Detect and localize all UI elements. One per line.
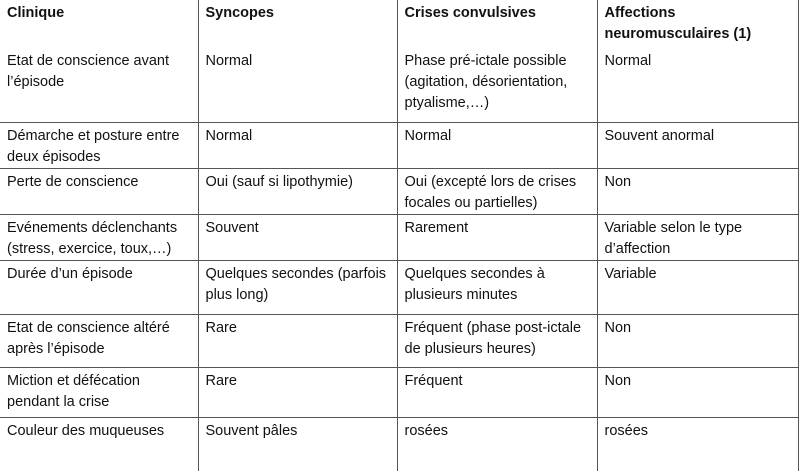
table-cell: Quelques secondes à plusieurs minutes	[397, 260, 597, 314]
table-cell: Souvent	[198, 214, 397, 260]
table-row	[0, 122, 798, 168]
table-cell: Phase pré-ictale possible (agitation, désorientation, ptyalisme,…)	[397, 48, 597, 122]
table-cell: Miction et défécation pendant la crise	[0, 367, 198, 417]
table-cell: Etat de conscience altéré après l’épisode	[0, 314, 198, 367]
table-cell: Variable selon le type d’affection	[597, 214, 798, 260]
table-cell: Variable	[597, 260, 798, 314]
table-cell: Quelques secondes (parfois plus long)	[198, 260, 397, 314]
table-cell: Souvent anormal	[597, 122, 798, 168]
table-cell: Fréquent (phase post-ictale de plusieurs heures)	[397, 314, 597, 367]
table-row	[0, 417, 798, 471]
table-row	[0, 214, 798, 260]
table-cell: rosées	[597, 417, 798, 471]
table-cell: Perte de conscience	[0, 168, 198, 214]
table-row	[0, 367, 798, 417]
table-cell: Normal	[397, 122, 597, 168]
table-cell: Souvent pâles	[198, 417, 397, 471]
table-cell: Non	[597, 314, 798, 367]
table-cell: Durée d’un épisode	[0, 260, 198, 314]
table-cell: Fréquent	[397, 367, 597, 417]
header-syncopes: Syncopes	[198, 0, 397, 48]
table-row	[0, 48, 798, 122]
table-cell: Normal	[198, 48, 397, 122]
header-clinique: Clinique	[0, 0, 198, 48]
table-cell: Non	[597, 168, 798, 214]
table-row	[0, 168, 798, 214]
table-cell: Rarement	[397, 214, 597, 260]
table-cell: Rare	[198, 314, 397, 367]
header-crises-convulsives: Crises convulsives	[397, 0, 597, 48]
table-cell: Démarche et posture entre deux épisodes	[0, 122, 198, 168]
header-row	[0, 0, 798, 48]
table-cell: rosées	[397, 417, 597, 471]
table-cell: Rare	[198, 367, 397, 417]
table-cell: Etat de conscience avant l’épisode	[0, 48, 198, 122]
table-cell: Evénements déclenchants (stress, exercice, toux,…)	[0, 214, 198, 260]
table-cell: Couleur des muqueuses	[0, 417, 198, 471]
table-cell: Oui (sauf si lipothymie)	[198, 168, 397, 214]
table-cell: Normal	[198, 122, 397, 168]
table-cell: Normal	[597, 48, 798, 122]
header-affections-neuromusculaires: Affections neuromusculaires (1)	[597, 0, 798, 48]
table-row	[0, 260, 798, 314]
table-cell: Oui (excepté lors de crises focales ou partielles)	[397, 168, 597, 214]
table-row	[0, 314, 798, 367]
table-cell: Non	[597, 367, 798, 417]
